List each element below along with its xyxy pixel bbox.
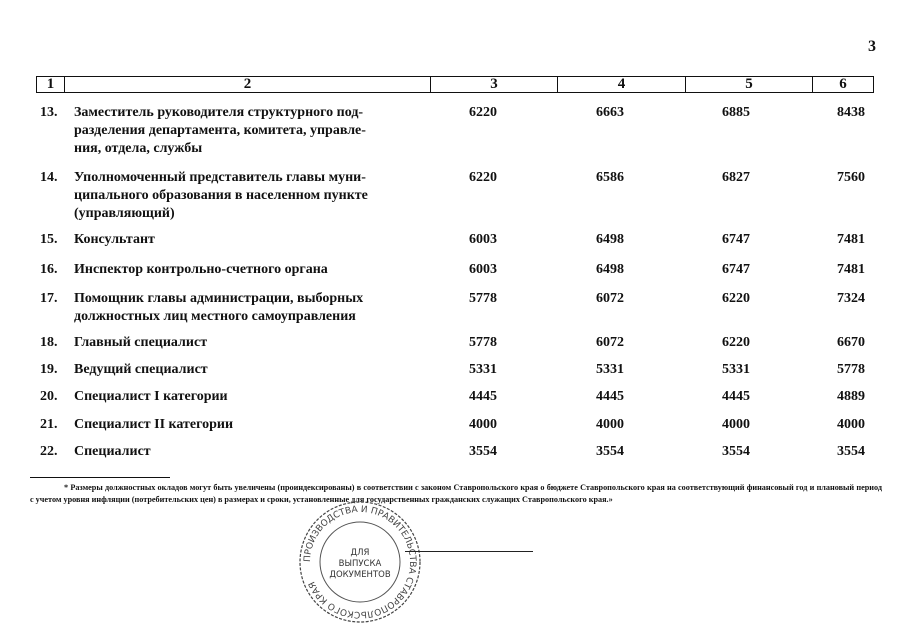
value-col-3: 5778 (469, 335, 497, 350)
row-number: 22. (40, 444, 58, 459)
row-number: 16. (40, 262, 58, 277)
position-name: Главный специалист (74, 335, 208, 350)
value-col-3: 6003 (469, 232, 497, 247)
signature-line (405, 551, 533, 552)
row-number: 15. (40, 232, 58, 247)
position-name (74, 290, 374, 326)
value-col-4: 6072 (596, 335, 624, 350)
column-header-3: 3 (431, 77, 558, 93)
value-col-5: 5331 (722, 362, 750, 377)
value-col-4: 4445 (596, 389, 624, 404)
value-col-3: 6220 (469, 170, 497, 185)
value-col-5: 6747 (722, 232, 750, 247)
stamp-center-line: ДОКУМЕНТОВ (329, 570, 391, 580)
value-col-6: 4000 (837, 417, 865, 432)
stamp-center-line: ВЫПУСКА (338, 559, 382, 569)
position-name-line: ципального образования в населенном пункте (74, 188, 368, 203)
value-col-5: 6885 (722, 105, 750, 120)
value-col-5: 6747 (722, 262, 750, 277)
position-name: Консультант (74, 232, 155, 247)
value-col-6: 8438 (837, 105, 865, 120)
column-header-5: 5 (686, 77, 813, 93)
row-number: 20. (40, 389, 58, 404)
value-col-4: 6663 (596, 105, 624, 120)
value-col-5: 6827 (722, 170, 750, 185)
value-col-6: 5778 (837, 362, 865, 377)
position-name: Специалист II категории (74, 417, 234, 432)
footnote-text: * Размеры должностных окладов могут быть увеличены (проиндексированы) в соответствии с законом Ставропольского края о бюджете Ставропольского края на соответствующий финансовый год и плановый период с учетом уровня инфляции (потребительских цен) в размерах и сроки, установленные для государственных гражданских служащих Ставропольского края.» (30, 483, 882, 504)
value-col-5: 6220 (722, 335, 750, 350)
value-col-6: 3554 (837, 444, 865, 459)
row-number: 21. (40, 417, 58, 432)
position-name: Инспектор контрольно-счетного органа (74, 262, 328, 277)
position-name-line: ния, отдела, службы (74, 141, 203, 156)
value-col-4: 5331 (596, 362, 624, 377)
row-number: 17. (40, 291, 58, 306)
row-number: 18. (40, 335, 58, 350)
footnote (30, 482, 882, 506)
value-col-3: 6220 (469, 105, 497, 120)
position-name: Специалист I категории (74, 389, 228, 404)
row-number: 14. (40, 170, 58, 185)
value-col-3: 4445 (469, 389, 497, 404)
column-header-6: 6 (813, 77, 874, 93)
value-col-3: 4000 (469, 417, 497, 432)
column-header-2: 2 (65, 77, 431, 93)
position-name-line: должностных лиц местного самоуправления (74, 309, 356, 324)
value-col-5: 4445 (722, 389, 750, 404)
position-name-line: разделения департамента, комитета, управле- (74, 123, 366, 138)
value-col-6: 7560 (837, 170, 865, 185)
value-col-3: 6003 (469, 262, 497, 277)
table-header (36, 76, 874, 93)
position-name: Ведущий специалист (74, 362, 208, 377)
value-col-4: 6072 (596, 291, 624, 306)
position-name-line: Уполномоченный представитель главы муни- (74, 170, 366, 185)
official-stamp-icon (290, 500, 430, 625)
stamp-center-line: ДЛЯ (350, 548, 370, 558)
column-header-1: 1 (37, 77, 65, 93)
value-col-3: 5778 (469, 291, 497, 306)
position-name-line: Заместитель руководителя структурного под- (74, 105, 364, 120)
position-name-line: (управляющий) (74, 206, 175, 221)
value-col-6: 7481 (837, 232, 865, 247)
position-name: Специалист (74, 444, 151, 459)
value-col-5: 3554 (722, 444, 750, 459)
value-col-4: 6498 (596, 262, 624, 277)
position-name (74, 169, 374, 223)
position-name (74, 104, 374, 158)
value-col-5: 6220 (722, 291, 750, 306)
value-col-6: 6670 (837, 335, 865, 350)
value-col-6: 7481 (837, 262, 865, 277)
row-number: 13. (40, 105, 58, 120)
value-col-4: 3554 (596, 444, 624, 459)
value-col-5: 4000 (722, 417, 750, 432)
column-header-4: 4 (558, 77, 686, 93)
footnote-divider (30, 477, 170, 478)
position-name-line: Помощник главы администрации, выборных (74, 291, 364, 306)
value-col-3: 5331 (469, 362, 497, 377)
value-col-4: 4000 (596, 417, 624, 432)
value-col-6: 4889 (837, 389, 865, 404)
row-number: 19. (40, 362, 58, 377)
value-col-3: 3554 (469, 444, 497, 459)
value-col-4: 6586 (596, 170, 624, 185)
stamp-ring-text: ПРОИЗВОДСТВА И ПРАВИТЕЛЬСТВА СТАВРОПОЛЬСКОГО КРАЯ (302, 504, 418, 620)
value-col-6: 7324 (837, 291, 865, 306)
page-number: 3 (868, 38, 876, 55)
value-col-4: 6498 (596, 232, 624, 247)
